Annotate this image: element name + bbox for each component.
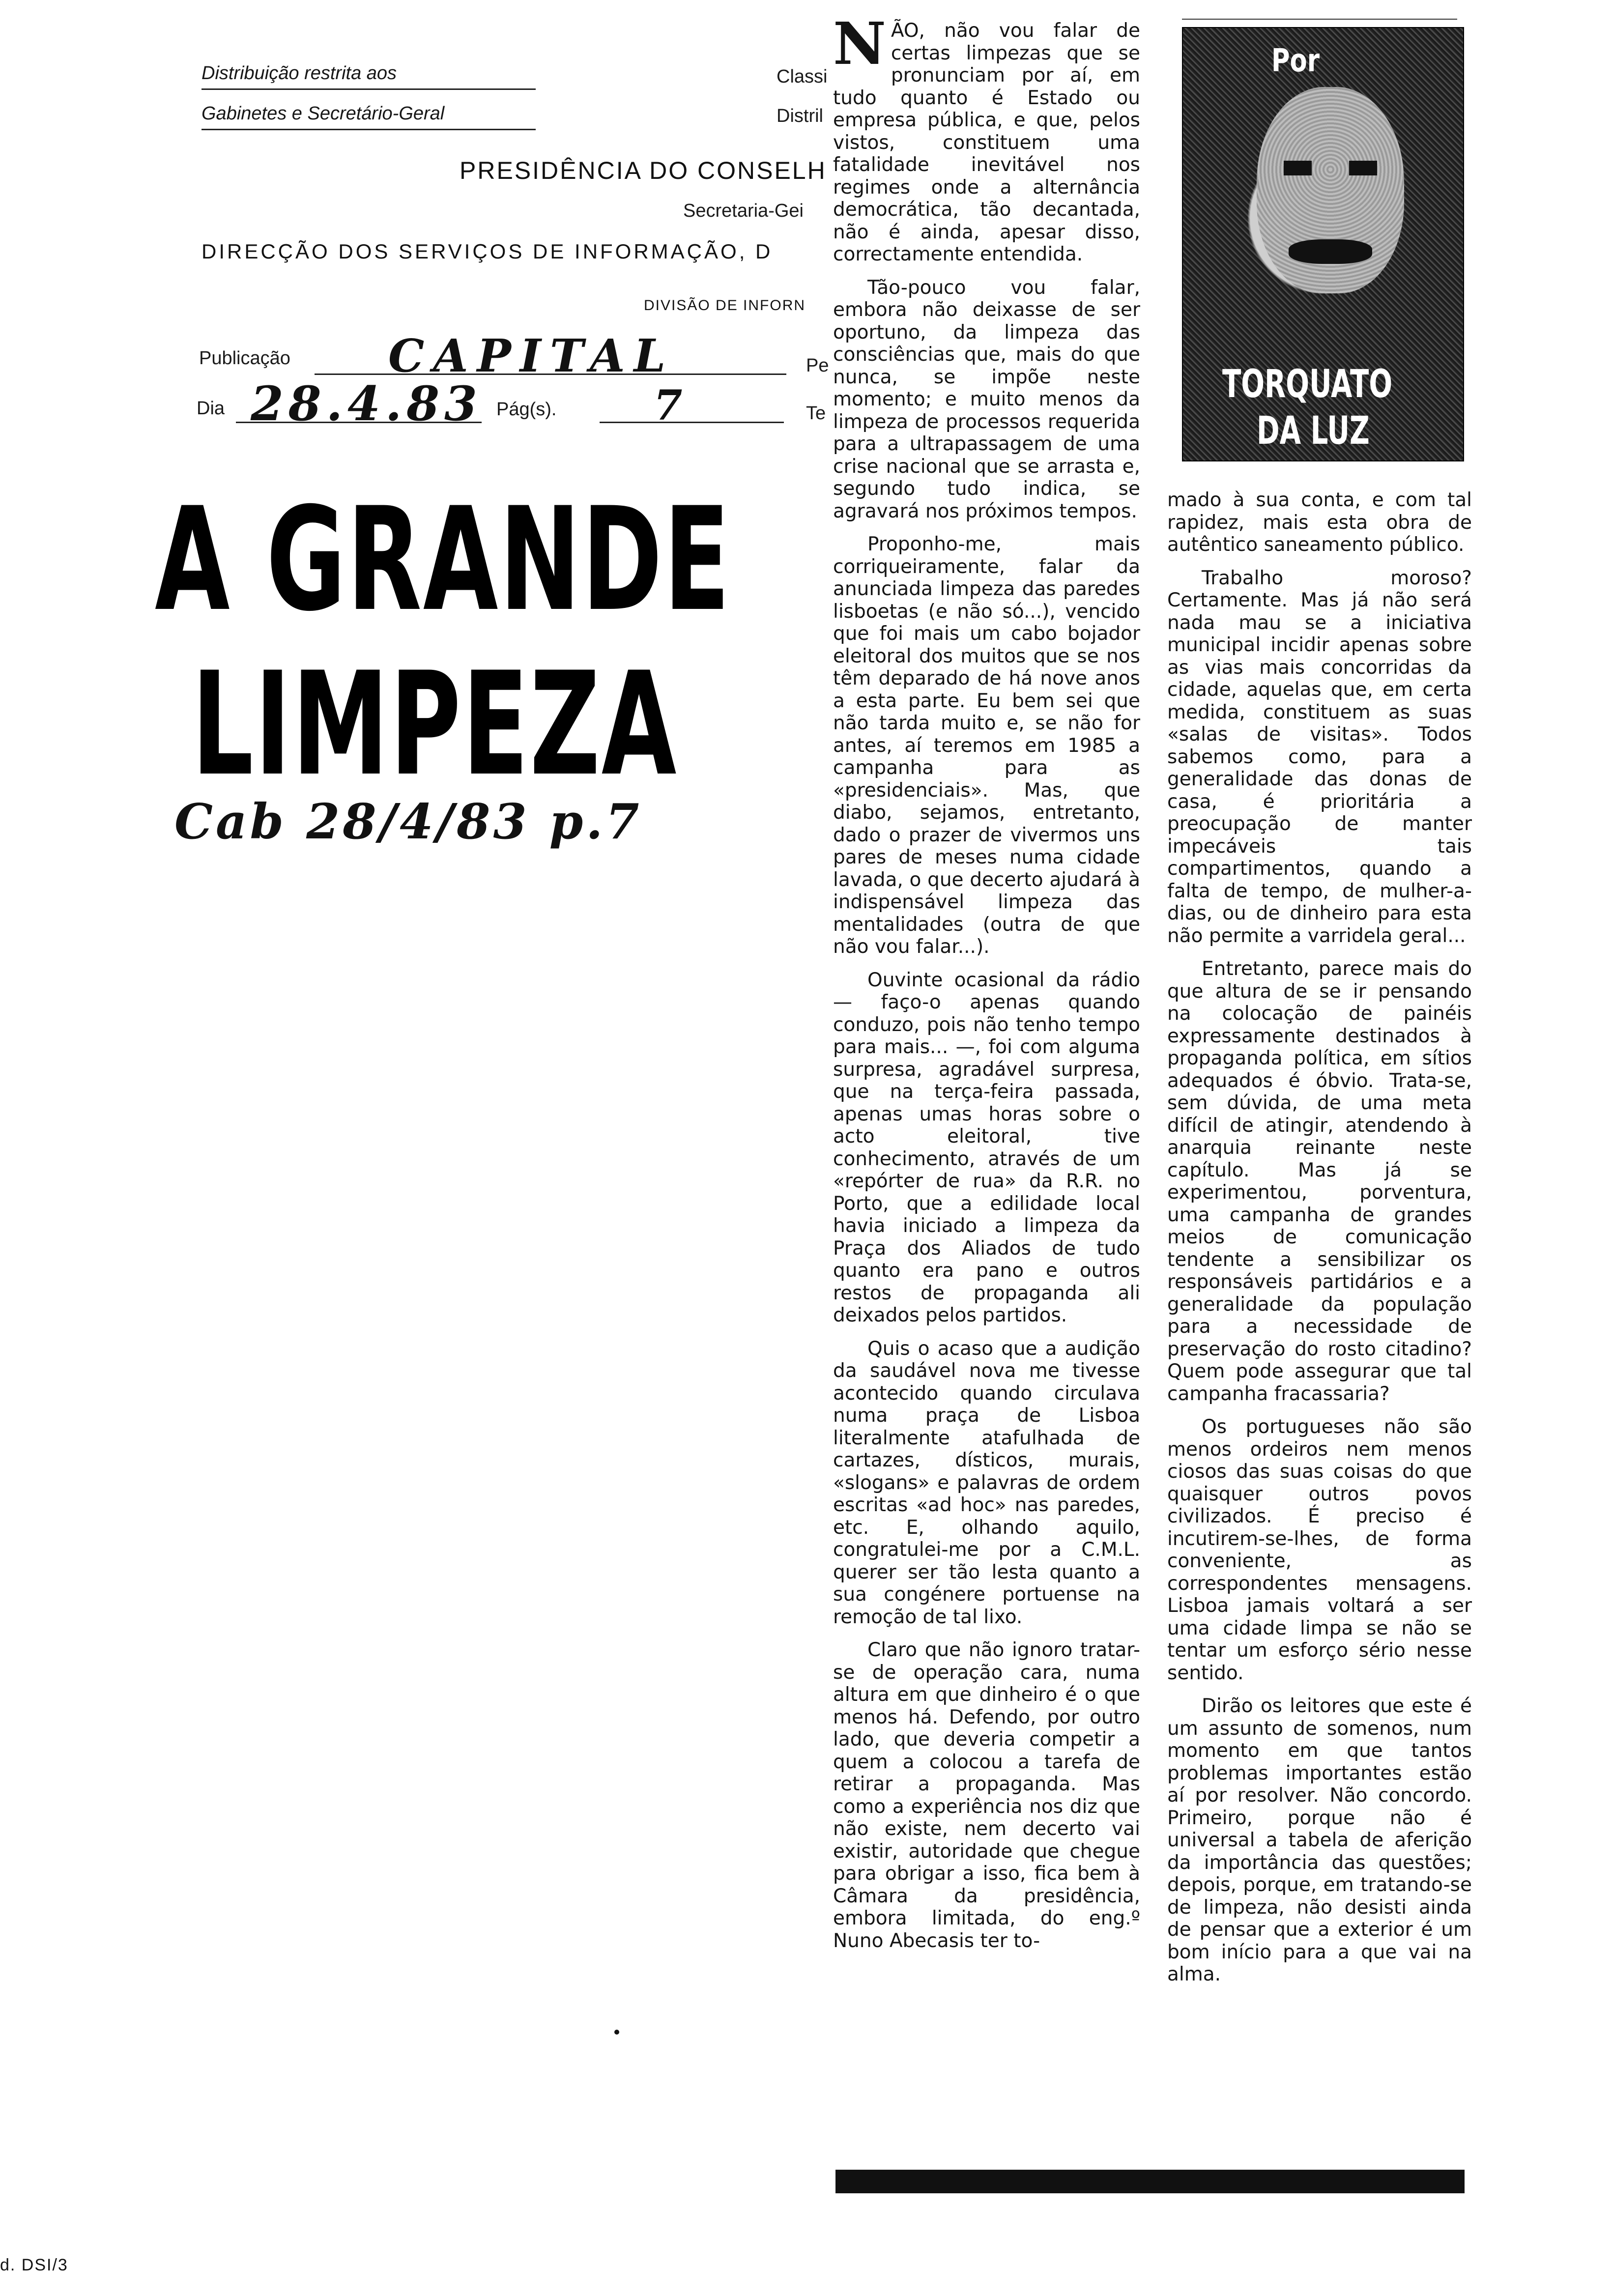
publication-label: Publicação	[199, 348, 290, 369]
article-column-2	[1167, 489, 1472, 1997]
paragraph: Os portugueses não são menos ordeiros nem menos ciosos das suas coisas do que quaisquer outros povos civilizados. É preciso é incutirem-se-lhes, de forma conveniente, as correspondentes mensagens. Lisboa jamais voltará a ser uma cidade limpa se não se tentar um esforço sério nesse sentido.	[1167, 1416, 1472, 1684]
headline-line-1: A GRANDE	[155, 477, 731, 643]
secretariat-heading: Secretaria-Gei	[683, 201, 804, 221]
paragraph: Tão-pouco vou falar, embora não deixasse de ser oportuno, da limpeza das consciências que, mais do que nunca, se impõe neste momento; e muito menos da limpeza de processos requerida para a ultrapassagem de uma crise nacional que se arrasta e, segundo tudo indica, se agravará nos próximos tempos.	[833, 276, 1140, 522]
distribution-line-1: Distribuição restrita aos	[202, 63, 397, 84]
presidency-heading: PRESIDÊNCIA DO CONSELH	[460, 157, 827, 184]
byline-por: Por	[1271, 43, 1320, 79]
form-code: d. DSI/3	[0, 2256, 68, 2274]
paragraph: Entretanto, parece mais do que altura de se ir pensando na colocação de painéis expressamente destinados à propaganda política, em sítios adequados é óbvio. Trata-se, sem dúvida, de uma meta difícil de atingir, atendendo à anarquia reinante neste capítulo. Mas já se experimentou, porventura, uma campanha de grandes meios de comunicação tendente a sensibilizar os responsáveis partidários e a generalidade da população para a necessidade de preservação do rosto citadino? Quem pode assegurar que tal campanha fracassaria?	[1167, 958, 1472, 1405]
author-photo	[1182, 27, 1464, 461]
paragraph: Ouvinte ocasional da rádio — faço-o apenas quando conduzo, pois não tenho tempo para mais... —, foi com alguma surpresa, agradável surpresa, que na terça-feira passada, apenas umas horas sobre o acto eleitoral, tive conhecimento, através de um «repórter de rua» da R.R. no Porto, que a edilidade local havia iniciado a limpeza da Praça dos Aliados de tudo quanto era pano e outros restos de propaganda ali deixados pelos partidos.	[833, 969, 1140, 1326]
paragraph: Dirão os leitores que este é um assunto de somenos, num momento em que tantos problemas importantes estão aí por resolver. Não concordo. Primeiro, porque não é universal a tabela de aferição da importância das questões; depois, porque, em tratando-se de limpeza, não desisti ainda de pensar que a exterior é um bom início para a que vai na alma.	[1167, 1695, 1472, 1985]
mustache-shape	[1289, 239, 1372, 264]
byline-name-line-2: DA LUZ	[1257, 409, 1370, 453]
classification-label: Classi	[777, 66, 828, 87]
bottom-bar	[835, 2170, 1465, 2193]
paragraph	[833, 9, 1140, 266]
date-value: 28.4.83	[251, 376, 482, 431]
periodicity-label: Pe	[806, 355, 829, 376]
archive-handwritten-note: Cab 28/4/83 p.7	[174, 794, 642, 850]
page-label: Pág(s).	[496, 399, 557, 420]
drop-cap: N	[833, 9, 886, 78]
article-column-1	[833, 9, 1140, 1963]
directorate-heading: DIRECÇÃO DOS SERVIÇOS DE INFORMAÇÃO, D	[202, 240, 773, 263]
publication-value: CAPITAL	[388, 329, 675, 382]
te-label: Te	[806, 403, 826, 424]
byline-name-line-1: TORQUATO	[1222, 362, 1393, 406]
page-rule	[600, 422, 784, 423]
paragraph: Trabalho moroso? Certamente. Mas já não será nada mau se a iniciativa municipal incidir apenas sobre as vias mais concorridas da cidade, aquelas que, em certa medida, constituem as suas «salas de visitas». Todos sabemos como, para a generalidade das donas de casa, é prioritária a preocupação de manter impecáveis tais compartimentos, quando a falta de tempo, de mulher-a-dias, ou de dinheiro para esta não permite a varridela geral...	[1167, 567, 1472, 947]
eyes-shape	[1284, 161, 1377, 175]
date-label: Dia	[197, 398, 225, 419]
top-rule	[1182, 19, 1457, 20]
distribution-line-2: Gabinetes e Secretário-Geral	[202, 103, 445, 124]
speck	[614, 2030, 619, 2035]
paragraph: Proponho-me, mais corriqueiramente, falar da anunciada limpeza das paredes lisboetas (e não só...), vencido que foi mais um cabo bojador eleitoral dos muitos que se nos têm deparado de há nove anos a esta parte. Eu bem sei que não tarda muito e, se não for antes, aí teremos em 1985 a campanha para as «presidenciais». Mas, que diabo, sejamos, entretanto, dado o prazer de vivermos uns pares de meses numa cidade lavada, o que decerto ajudará à indispensável limpeza das mentalidades (outra de que não vou falar...).	[833, 533, 1140, 958]
page-value: 7	[654, 381, 683, 430]
paragraph: mado à sua conta, e com tal rapidez, mais esta obra de autêntico saneamento público.	[1167, 489, 1472, 556]
distribution-rule-1	[202, 88, 536, 90]
paragraph: Quis o acaso que a audição da saudável nova me tivesse acontecido quando circulava numa praça de Lisboa literalmente atafulhada de cartazes, dísticos, murais, «slogans» e palavras de ordem escritas «ad hoc» nas paredes, etc. E, olhando aquilo, congratulei-me por a C.M.L. querer ser tão lesta quanto a sua congénere portuense na remoção de tal lixo.	[833, 1337, 1140, 1628]
headline-line-2: LIMPEZA	[192, 642, 678, 807]
distribution-rule-2	[202, 129, 536, 130]
division-heading: DIVISÃO DE INFORN	[644, 297, 806, 314]
paragraph: Claro que não ignoro tratar-se de operação cara, numa altura em que dinheiro é o que menos há. Defendo, por outro lado, que deveria competir a quem a colocou a tarefa de retirar a propaganda. Mas como a experiência nos diz que não existe, nem decerto vai existir, autoridade que chegue para obrigar a isso, fica bem à Câmara da presidência, embora limitada, do eng.º Nuno Abecasis ter to-	[833, 1639, 1140, 1952]
distribution-label: Distril	[777, 106, 823, 126]
paragraph-text: ÃO, não vou falar de certas limpezas que se pronunciam por aí, em tudo quanto é Estado ou empresa pública, e que, pelos vistos, constituem uma fatalidade inevitável nos regimes onde a alternância democrática, tão decantada, não é ainda, apesar disso, correctamente entendida.	[833, 20, 1140, 265]
